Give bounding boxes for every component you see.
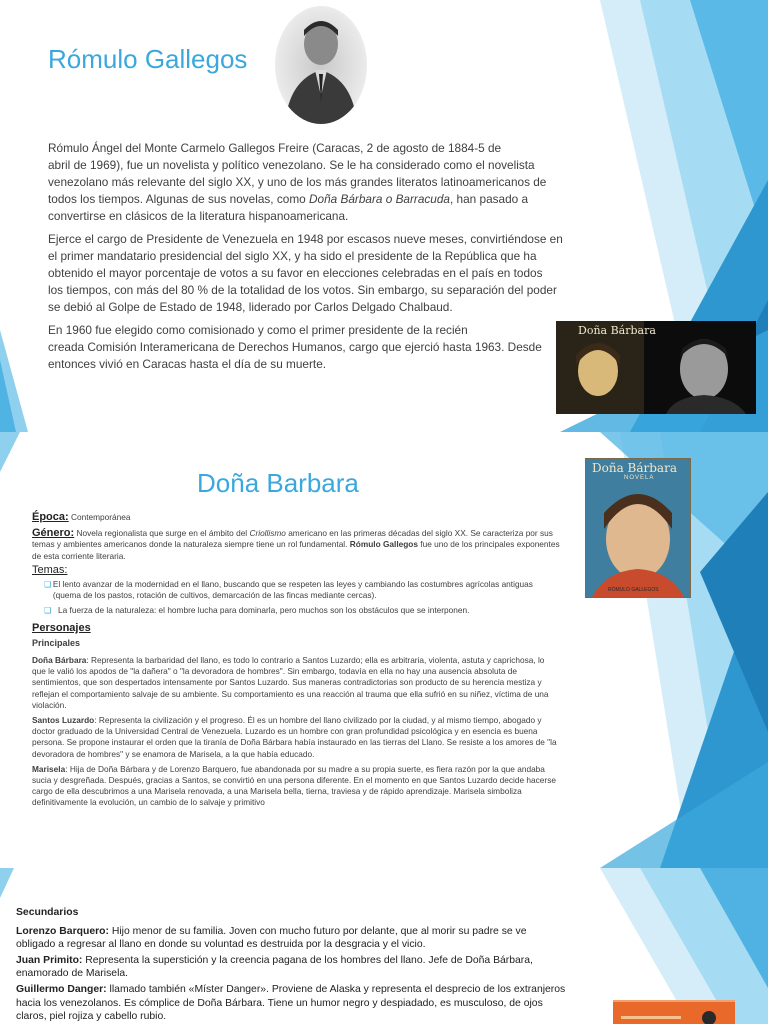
- character-marisela: [32, 764, 560, 809]
- character-description: : Hija de Doña Bárbara y de Lorenzo Barquero, fue abandonada por su madre a su propia suerte, es fiera razón por la que andaba sucia y desgreñada. Después, gracias a Santos, se convirtió en una persona diferente. En el momento en que Santos Luzardo decide hacerse cargo de ella descubrimos a una Marisela renovada, a una Marisela bella, tierna, traviesa y de rápido aprendizaje. Marisela simboliza definitivamente la evolución, un cambio de lo salvaje y primitivo: [32, 763, 556, 808]
- tema-text: La fuerza de la naturaleza: el hombre lucha para dominarla, pero muchos son los obstáculos que se interponen.: [58, 605, 470, 616]
- bio-p3-line: entonces vivió en Caracas hasta el día de su muerte.: [48, 357, 327, 371]
- bio-p2-line: los tiempos, con más del 80 % de la totalidad de los votos. Sin embargo, su separación del poder: [48, 283, 557, 297]
- character-name: Guillermo Danger:: [16, 983, 107, 995]
- genero-text: Novela regionalista que surge en el ámbito del: [76, 528, 250, 539]
- bio-p3-line: creada Comisión Interamericana de Derechos Humanos, cargo que ejerció hasta 1963. Desde: [48, 340, 542, 354]
- principales-label: Principales: [32, 637, 81, 648]
- epoca-value: Contemporánea: [71, 512, 131, 522]
- personajes-label: Personajes: [32, 621, 91, 634]
- character-juan-primito: [16, 954, 616, 981]
- character-description: Hijo menor de su familia. Joven con mucho futuro por delante, que al morir su padre se ve: [108, 925, 527, 937]
- character-description: enamorado de Marisela.: [16, 968, 129, 980]
- bio-p1-line: venezolano más relevante del siglo XX, y uno de los más grandes literatos latinoamericanos de: [48, 175, 547, 189]
- temas-label: Temas:: [32, 563, 68, 576]
- cover-author: RÓMULO GALLEGOS: [608, 587, 659, 593]
- secundarios-label: Secundarios: [16, 907, 79, 918]
- slide2-title: Doña Barbara: [197, 468, 359, 498]
- bio-p1-line: Rómulo Ángel del Monte Carmelo Gallegos Freire (Caracas, 2 de agosto de 1884-5 de: [48, 141, 502, 155]
- tema-item: [44, 579, 560, 601]
- poster-title: Doña Bárbara: [578, 324, 656, 337]
- tema-item: [44, 605, 560, 616]
- character-description: hacia los venezolanos. Es cómplice de Doña Bárbara. Tiene un humor negro y despiadado, es musculoso, de ojos: [16, 997, 543, 1009]
- character-description: : Representa la barbaridad del llano, es todo lo contrario a Santos Luzardo; ella es arbitraria, violenta, astuta y caprichosa, lo que le valió los apodos de "la dañera" o "la devoradora de hombres". Sin embargo, todavía en ella no hay una ausencia absoluta de sentimientos, que son despertados intensamente por Santos Luzardo. Sus maneras contradictorias son producto de su herencia mestiza y reflejan el comportamiento salvaje de su ambiente. Su comportamiento es una reacción al trauma que ella sufrió en su niñez, víctima de una violación.: [32, 655, 549, 710]
- character-description: Representa la superstición y la creencia pagana de los hombres del llano. Jefe de Doña Bárbara,: [82, 954, 533, 966]
- character-name: Lorenzo Barquero:: [16, 925, 109, 937]
- character-name: Juan Primito:: [16, 954, 83, 966]
- romulo-portrait: [275, 6, 367, 124]
- character-description: llamado también «Míster Danger». Proviene de Alaska y representa el desprecio de los extranjeros: [106, 983, 566, 995]
- genero-italic: Criollismo: [249, 528, 286, 539]
- bio-paragraph-1: [48, 140, 576, 225]
- bio-p1-line: convertirse en clásicos de la literatura hispanoamericana.: [48, 209, 349, 223]
- character-name: Doña Bárbara: [32, 655, 87, 666]
- bio-p2-line: obtenido el mayor porcentaje de votos a su favor en elecciones celebradas en el país en todos: [48, 266, 543, 280]
- book-cover-partial-image: [613, 1000, 735, 1024]
- bio-p1-line: , han pasado a: [450, 192, 529, 206]
- bio-p1-line: abril de 1969), fue un novelista y político venezolano. Se le ha considerado como el novelista: [48, 158, 535, 172]
- bio-p2-line: se debió al Golpe de Estado de 1948, liderado por Carlos Delgado Chalbaud.: [48, 300, 453, 314]
- slide-secondary-characters: [0, 868, 768, 1024]
- character-lorenzo-barquero: [16, 925, 616, 952]
- character-guillermo-danger: [16, 983, 616, 1024]
- character-description: obligado a regresar al llano en donde su voluntad es destruida por la desgracia y el vicio.: [16, 939, 426, 951]
- novel-title-italic: Doña Bárbara o Barracuda: [309, 192, 450, 206]
- character-dona-barbara: [32, 655, 560, 711]
- genero-author: Rómulo Gallegos: [349, 539, 418, 550]
- biography-text: [48, 140, 576, 379]
- slide-romulo-gallegos: [0, 0, 768, 432]
- bio-p3-line: En 1960 fue elegido como comisionado y como el primer presidente de la recién: [48, 323, 468, 337]
- bullet-icon: ❑: [44, 580, 52, 590]
- genero-paragraph: [32, 528, 560, 562]
- bio-p2-line: el primer mandatario presidencial del siglo XX, y ha sido el presidente de la República que ha: [48, 249, 537, 263]
- novel-cover-image: [585, 458, 691, 598]
- epoca-line: [32, 512, 560, 523]
- epoca-label: Época:: [32, 511, 69, 523]
- bio-p1-line: todos los tiempos. Algunas de sus novelas, como: [48, 192, 309, 206]
- bio-paragraph-2: [48, 231, 576, 316]
- character-santos-luzardo: [32, 715, 560, 760]
- genero-label: Género:: [32, 527, 75, 540]
- novel-info-body: [32, 512, 560, 809]
- genero-text: fue uno de los principales exponentes de esta corriente literaria.: [32, 539, 560, 561]
- genero-text: americano en las primeras décadas del siglo XX. Se caracteriza por sus temas y ambientes americanos donde la naturaleza siempre tiene un rol fundamental.: [32, 528, 553, 550]
- character-name: Marisela: [32, 763, 66, 774]
- cover-subtitle: NOVELA: [624, 475, 655, 481]
- bio-paragraph-3: [48, 322, 576, 373]
- secondary-characters-body: [16, 906, 616, 1024]
- character-description: claros, piel rojiza y cabello rubio.: [16, 1011, 167, 1023]
- character-name: Santos Luzardo: [32, 715, 95, 726]
- character-description: : Representa la civilización y el progreso. Él es un hombre del llano civilizado por la ciudad, y al mismo tiempo, abogado y doctor graduado de la Universidad Central de Venezuela. Luzardo es un hombre con gran profundidad psicológica y en esencia es buena persona. Se propone instaurar el orden que la tiranía de Doña Bárbara había instaurado en las tierras del Llano. Se resiste a los amores de "la devoradora de hombres" y se enamora de Marisela, a la que había educado.: [32, 715, 557, 759]
- bullet-icon: ❑: [44, 606, 52, 616]
- tema-text: El lento avanzar de la modernidad en el llano, buscando que se respeten las leyes y cambiando las costumbres agrícolas antiguas (quema de los pastos, rotación de cultivos, demarcación de las fincas mediante cercas).: [52, 579, 533, 601]
- slide1-title: Rómulo Gallegos: [48, 44, 248, 74]
- dona-barbara-poster-image: [556, 321, 756, 414]
- bio-p2-line: Ejerce el cargo de Presidente de Venezuela en 1948 por escasos nueve meses, convirtiéndose en: [48, 232, 563, 246]
- slide-dona-barbara: [0, 432, 768, 868]
- cover-title: Doña Bárbara: [592, 461, 677, 475]
